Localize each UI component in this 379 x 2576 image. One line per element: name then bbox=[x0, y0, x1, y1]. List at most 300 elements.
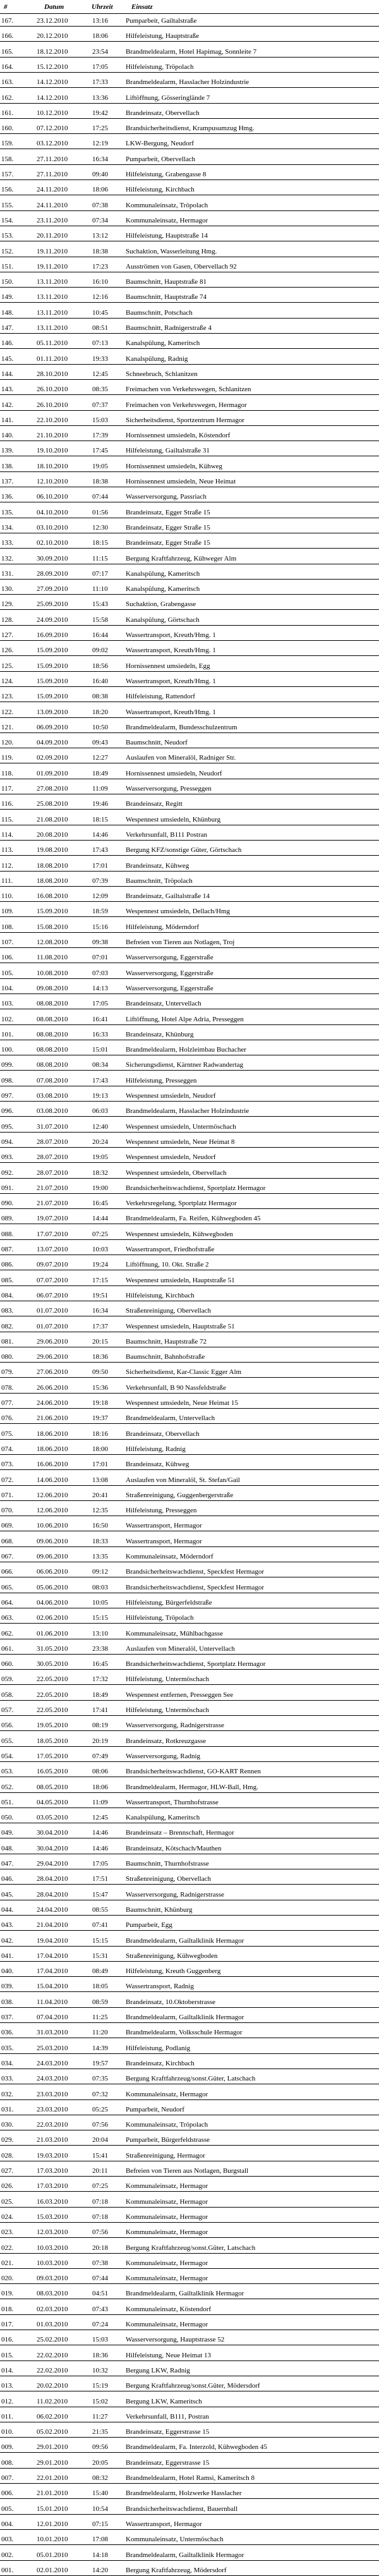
table-row bbox=[0, 91, 379, 104]
row-operation: Baumschnitt, Thurnhofstrasse bbox=[126, 1860, 209, 1868]
row-number: 075. bbox=[1, 1430, 14, 1438]
row-operation: Wespennest umsiedeln, Hauptstraße 51 bbox=[126, 1276, 235, 1284]
row-time: 14:46 bbox=[92, 1829, 109, 1837]
row-number: 013. bbox=[1, 2382, 14, 2390]
table-row bbox=[0, 2348, 379, 2361]
row-number: 050. bbox=[1, 1814, 14, 1822]
row-number: 038. bbox=[1, 1998, 14, 2006]
row-operation: Kommunaleinsatz, Hermagor bbox=[126, 2275, 208, 2283]
row-operation: Brandeinsatz, Egger Straße 15 bbox=[126, 523, 210, 532]
row-operation: Brandmeldealarm, Volksschule Hermagor bbox=[126, 2029, 243, 2037]
row-date: 24.04.2010 bbox=[37, 1905, 68, 1914]
row-time: 15:47 bbox=[92, 1890, 109, 1899]
row-date: 12.03.2010 bbox=[37, 2228, 68, 2237]
table-row bbox=[0, 245, 379, 257]
row-date: 21.03.2010 bbox=[37, 2136, 68, 2144]
row-operation: Wespennest umsiedeln, Obervellach bbox=[126, 1169, 227, 1177]
row-date: 24.06.2010 bbox=[37, 1399, 68, 1407]
row-number: 026. bbox=[1, 2182, 14, 2190]
row-operation: Hilfeleistung, Gailtalstraße 31 bbox=[126, 447, 210, 455]
row-operation: Kanalspülung, Kameritsch bbox=[126, 585, 200, 593]
row-operation: Brandeinsatz, Gailtalstraße 14 bbox=[126, 892, 210, 901]
row-time: 09:56 bbox=[92, 2443, 109, 2451]
row-number: 055. bbox=[1, 1737, 14, 1745]
row-time: 15:15 bbox=[92, 1936, 109, 1945]
row-number: 006. bbox=[1, 2489, 14, 2498]
table-row bbox=[0, 552, 379, 564]
row-time: 12:27 bbox=[92, 754, 109, 762]
table-row bbox=[0, 506, 379, 518]
row-time: 17:39 bbox=[92, 432, 109, 440]
row-operation: Brandmeldealarm, Fa. Interzold, Kühwegboden 45 bbox=[126, 2443, 267, 2451]
table-row bbox=[0, 214, 379, 226]
row-number: 088. bbox=[1, 1230, 14, 1238]
row-operation: Brandmeldealarm, Gailtalklinik Hermagor bbox=[126, 2290, 244, 2298]
table-row bbox=[0, 75, 379, 88]
row-date: 15.03.2010 bbox=[37, 2213, 68, 2221]
row-operation: Verkehrsunfall, B111 Postran bbox=[126, 830, 208, 839]
row-operation: Freimachen von Verkehrswegen, Schlanitzen bbox=[126, 386, 251, 394]
row-operation: Wasserversorgung, Hauptstrasse 52 bbox=[126, 2336, 225, 2344]
row-time: 16:34 bbox=[92, 1307, 109, 1315]
row-date: 19.03.2010 bbox=[37, 2151, 68, 2160]
row-number: 122. bbox=[1, 708, 14, 716]
table-row bbox=[0, 536, 379, 549]
table-row bbox=[0, 951, 379, 963]
table-row bbox=[0, 1826, 379, 1838]
row-time: 15:31 bbox=[92, 1952, 109, 1960]
row-time: 15:01 bbox=[92, 1046, 109, 1054]
row-time: 08:19 bbox=[92, 1722, 109, 1730]
row-time: 04:51 bbox=[92, 2290, 109, 2298]
table-row bbox=[0, 1074, 379, 1086]
table-row bbox=[0, 2210, 379, 2223]
table-row bbox=[0, 1857, 379, 1869]
row-time: 16:34 bbox=[92, 155, 109, 163]
row-number: 162. bbox=[1, 94, 14, 102]
table-row bbox=[0, 275, 379, 288]
row-operation: Wespennest umsiedeln, Kühwegboden bbox=[126, 1230, 233, 1238]
row-time: 15:43 bbox=[92, 600, 109, 609]
row-date: 20.08.2010 bbox=[37, 830, 68, 839]
table-row bbox=[0, 229, 379, 241]
table-row bbox=[0, 813, 379, 825]
table-row bbox=[0, 1457, 379, 1470]
table-row bbox=[0, 14, 379, 27]
row-number: 109. bbox=[1, 908, 14, 916]
row-date: 24.03.2010 bbox=[37, 2075, 68, 2083]
row-operation: Auslaufen von Mineralöl, St. Stefan/Gail bbox=[126, 1476, 240, 1484]
row-operation: Hilfeleistung, Tröpolach bbox=[126, 1614, 194, 1622]
row-date: 20.02.2010 bbox=[37, 2382, 68, 2390]
row-number: 159. bbox=[1, 140, 14, 148]
row-number: 052. bbox=[1, 1783, 14, 1791]
row-operation: Hilfeleistung, Radnig bbox=[126, 1445, 186, 1453]
row-number: 061. bbox=[1, 1644, 14, 1653]
row-date: 14.12.2010 bbox=[37, 94, 68, 102]
table-row bbox=[0, 444, 379, 456]
row-operation: Bergung LKW, Radnig bbox=[126, 2366, 190, 2374]
row-number: 160. bbox=[1, 125, 14, 133]
row-number: 103. bbox=[1, 1000, 14, 1008]
table-row bbox=[0, 1765, 379, 1777]
row-date: 13.11.2010 bbox=[37, 293, 68, 301]
row-time: 17:32 bbox=[92, 1675, 109, 1684]
row-time: 12:45 bbox=[92, 370, 109, 378]
table-row bbox=[0, 29, 379, 42]
row-time: 07:38 bbox=[92, 2259, 109, 2267]
row-time: 08:06 bbox=[92, 1768, 109, 1776]
row-number: 029. bbox=[1, 2136, 14, 2144]
row-date: 21.04.2010 bbox=[37, 1921, 68, 1929]
table-row bbox=[0, 981, 379, 994]
table-row bbox=[0, 60, 379, 73]
row-time: 11:09 bbox=[92, 785, 108, 793]
table-row bbox=[0, 1627, 379, 1639]
row-date: 20.12.2010 bbox=[37, 32, 68, 40]
table-row bbox=[0, 1718, 379, 1731]
table-row bbox=[0, 782, 379, 794]
row-date: 02.01.2010 bbox=[37, 2566, 68, 2574]
row-time: 16:33 bbox=[92, 1030, 109, 1038]
row-time: 08:55 bbox=[92, 1905, 109, 1914]
row-date: 30.04.2010 bbox=[37, 1844, 68, 1852]
row-time: 17:25 bbox=[92, 125, 109, 133]
row-time: 18:36 bbox=[92, 2351, 109, 2359]
table-row bbox=[0, 367, 379, 380]
row-number: 014. bbox=[1, 2366, 14, 2374]
row-operation: Kommunaleinsatz, Hermagor bbox=[126, 2321, 208, 2328]
row-time: 10:03 bbox=[92, 1246, 109, 1253]
row-date: 18.05.2010 bbox=[37, 1737, 68, 1745]
row-date: 20.11.2010 bbox=[37, 232, 68, 240]
row-operation: Brandeinsatz, Egger Straße 15 bbox=[126, 508, 210, 516]
row-time: 08:35 bbox=[92, 386, 109, 394]
row-operation: Suchaktion, Wasserleitung Hmg. bbox=[126, 247, 217, 255]
row-number: 137. bbox=[1, 478, 14, 485]
row-number: 082. bbox=[1, 1322, 14, 1330]
row-time: 17:23 bbox=[92, 262, 109, 270]
row-operation: Brandmeldealarm, Gailtalklinik Hermagor bbox=[126, 1936, 244, 1945]
row-date: 04.10.2010 bbox=[37, 508, 68, 516]
row-operation: Brandeinsatz, Kühweg bbox=[126, 861, 190, 870]
row-operation: Hilfeleistung, Rattendorf bbox=[126, 693, 195, 701]
row-operation: Pumparbeit, Egg bbox=[126, 1921, 172, 1929]
row-operation: Kommunaleinsatz, Untermöschach bbox=[126, 2536, 224, 2544]
row-number: 022. bbox=[1, 2244, 14, 2252]
row-date: 08.08.2010 bbox=[37, 1061, 68, 1069]
row-operation: Bergung Kraftfahrzeug/sonst.Güter, Latschach bbox=[126, 2244, 256, 2252]
row-time: 17:51 bbox=[92, 1875, 109, 1883]
row-time: 14:44 bbox=[92, 1215, 109, 1223]
table-row bbox=[0, 1289, 379, 1301]
table-row bbox=[0, 2026, 379, 2038]
row-time: 16:10 bbox=[92, 278, 109, 286]
row-date: 19.11.2010 bbox=[37, 262, 68, 270]
row-date: 28.07.2010 bbox=[37, 1153, 68, 1162]
row-operation: Wassertransport, Friedhofstraße bbox=[126, 1246, 215, 1253]
row-number: 041. bbox=[1, 1952, 14, 1960]
row-date: 13.09.2010 bbox=[37, 708, 68, 716]
row-date: 27.11.2010 bbox=[37, 171, 68, 178]
row-time: 19:18 bbox=[92, 1399, 109, 1407]
row-time: 20:04 bbox=[92, 2136, 109, 2144]
row-time: 10:54 bbox=[92, 2505, 109, 2513]
row-time: 08:51 bbox=[92, 324, 109, 332]
table-row bbox=[0, 398, 379, 411]
row-date: 07.07.2010 bbox=[37, 1276, 68, 1284]
row-time: 11:09 bbox=[92, 1798, 108, 1806]
table-row bbox=[0, 1842, 379, 1854]
table-row bbox=[0, 121, 379, 134]
row-time: 21:35 bbox=[92, 2428, 109, 2436]
table-row bbox=[0, 628, 379, 641]
row-date: 28.04.2010 bbox=[37, 1890, 68, 1899]
row-time: 07:56 bbox=[92, 2121, 109, 2129]
table-row bbox=[0, 1918, 379, 1931]
row-number: 032. bbox=[1, 2090, 14, 2098]
row-time: 17:37 bbox=[92, 1322, 109, 1330]
row-time: 07:25 bbox=[92, 2182, 109, 2190]
row-operation: Kommunaleinsatz, Hermagor bbox=[126, 2259, 208, 2267]
row-time: 17:45 bbox=[92, 447, 109, 455]
row-operation: Kanalspülung, Kameritsch bbox=[126, 569, 200, 578]
row-number: 054. bbox=[1, 1752, 14, 1760]
row-operation: Wasserversorgung, Radnigerstrasse bbox=[126, 1722, 224, 1730]
table-row bbox=[0, 643, 379, 656]
row-number: 005. bbox=[1, 2505, 14, 2513]
row-operation: Baumschnitt, Radnigerstraße 4 bbox=[126, 324, 212, 332]
row-number: 156. bbox=[1, 186, 14, 194]
row-time: 18:33 bbox=[92, 1537, 109, 1545]
row-date: 15.04.2010 bbox=[37, 1983, 68, 1991]
row-operation: Wespennest umsiedeln, Khünburg bbox=[126, 815, 221, 823]
row-time: 17:05 bbox=[92, 1000, 109, 1008]
row-date: 22.05.2010 bbox=[37, 1706, 68, 1714]
row-number: 126. bbox=[1, 647, 14, 655]
row-number: 027. bbox=[1, 2167, 14, 2175]
row-operation: Baumschnitt, Khünburg bbox=[126, 1905, 193, 1914]
row-time: 12:35 bbox=[92, 1507, 109, 1515]
row-date: 10.01.2010 bbox=[37, 2536, 68, 2544]
row-number: 031. bbox=[1, 2105, 14, 2113]
table-row bbox=[0, 475, 379, 487]
row-time: 17:05 bbox=[92, 1860, 109, 1868]
row-operation: Brandsicherheitswachdienst, Sportplatz Hermagor bbox=[126, 1660, 266, 1668]
row-operation: Brandeinsatz, 10.Oktoberstrasse bbox=[126, 1998, 216, 2006]
row-time: 18:06 bbox=[92, 1783, 109, 1791]
table-row bbox=[0, 2118, 379, 2130]
row-date: 31.05.2010 bbox=[37, 1644, 68, 1653]
row-time: 17:41 bbox=[92, 1706, 109, 1714]
table-row bbox=[0, 1565, 379, 1577]
row-time: 17:43 bbox=[92, 846, 109, 854]
row-operation: Brandmeldealarm, Hotel Hapimag, Sonnleite 7 bbox=[126, 47, 257, 56]
row-operation: Kommunaleinsatz, Hermagor bbox=[126, 2197, 208, 2206]
row-operation: Hilfeleistung, Hauptstraße bbox=[126, 32, 200, 40]
row-number: 086. bbox=[1, 1261, 14, 1269]
row-time: 14:20 bbox=[92, 2566, 109, 2574]
table-row bbox=[0, 352, 379, 365]
row-operation: Wasserversorgung, Presseggen bbox=[126, 785, 212, 793]
table-row bbox=[0, 1934, 379, 1947]
row-time: 15:16 bbox=[92, 923, 109, 931]
row-operation: Hilfeleistung, Tröpolach bbox=[126, 63, 194, 71]
table-row bbox=[0, 1427, 379, 1440]
row-number: 001. bbox=[1, 2566, 14, 2574]
table-row bbox=[0, 2010, 379, 2023]
row-time: 19:05 bbox=[92, 462, 109, 470]
row-number: 165. bbox=[1, 47, 14, 56]
row-date: 12.08.2010 bbox=[37, 939, 68, 946]
table-row bbox=[0, 2149, 379, 2161]
table-row bbox=[0, 1611, 379, 1624]
row-time: 15:40 bbox=[92, 2489, 109, 2498]
row-number: 144. bbox=[1, 370, 14, 378]
table-row bbox=[0, 1304, 379, 1316]
row-number: 123. bbox=[1, 693, 14, 701]
row-time: 12:30 bbox=[92, 523, 109, 532]
row-number: 039. bbox=[1, 1983, 14, 1991]
table-row bbox=[0, 1411, 379, 1424]
row-date: 08.03.2010 bbox=[37, 2290, 68, 2298]
row-date: 02.06.2010 bbox=[37, 1614, 68, 1622]
row-date: 13.11.2010 bbox=[37, 278, 68, 286]
row-date: 01.09.2010 bbox=[37, 769, 68, 777]
row-time: 10:32 bbox=[92, 2366, 109, 2374]
table-row bbox=[0, 45, 379, 58]
row-date: 28.04.2010 bbox=[37, 1875, 68, 1883]
row-operation: Brandmeldealarm, Hermagor, HLW-Ball, Hmg. bbox=[126, 1783, 258, 1791]
row-date: 12.06.2010 bbox=[37, 1507, 68, 1515]
row-time: 18:16 bbox=[92, 1430, 109, 1438]
row-operation: Straßenreinigung, Obervellach bbox=[126, 1875, 212, 1883]
row-time: 18:38 bbox=[92, 247, 109, 255]
row-number: 101. bbox=[1, 1030, 14, 1038]
table-row bbox=[0, 1028, 379, 1040]
table-row bbox=[0, 2256, 379, 2269]
row-number: 025. bbox=[1, 2197, 14, 2206]
row-time: 19:51 bbox=[92, 1291, 109, 1299]
row-date: 01.03.2010 bbox=[37, 2321, 68, 2328]
row-time: 19:33 bbox=[92, 355, 109, 363]
table-row bbox=[0, 904, 379, 917]
row-date: 23.11.2010 bbox=[37, 216, 68, 224]
table-row bbox=[0, 2440, 379, 2453]
row-operation: Wasserversorgung, Eggerstraße bbox=[126, 969, 214, 977]
row-date: 02.09.2010 bbox=[37, 754, 68, 762]
table-row bbox=[0, 1642, 379, 1655]
row-number: 167. bbox=[1, 17, 14, 25]
table-row bbox=[0, 2502, 379, 2515]
row-time: 14:18 bbox=[92, 2551, 109, 2559]
row-date: 17.03.2010 bbox=[37, 2182, 68, 2190]
row-number: 064. bbox=[1, 1598, 14, 1607]
row-time: 17:33 bbox=[92, 78, 109, 87]
row-time: 13:16 bbox=[92, 17, 109, 25]
table-row bbox=[0, 1089, 379, 1102]
row-time: 07:49 bbox=[92, 1752, 109, 1760]
row-number: 018. bbox=[1, 2305, 14, 2313]
row-operation: Hilfeleistung, Grabengasse 8 bbox=[126, 171, 207, 178]
row-date: 18.10.2010 bbox=[37, 462, 68, 470]
row-number: 066. bbox=[1, 1568, 14, 1576]
row-date: 11.04.2010 bbox=[37, 1998, 68, 2006]
row-date: 19.08.2010 bbox=[37, 846, 68, 854]
row-operation: Baumschnitt, Hauptstraße 81 bbox=[126, 278, 207, 286]
row-number: 034. bbox=[1, 2059, 14, 2067]
row-operation: Liftöffnung, 10. Okt. Straße 2 bbox=[126, 1261, 209, 1269]
table-row bbox=[0, 382, 379, 395]
row-date: 26.10.2010 bbox=[37, 386, 68, 394]
table-row bbox=[0, 1734, 379, 1747]
row-operation: Brandeinsatz, Obervellach bbox=[126, 1430, 200, 1438]
header-number: # bbox=[4, 3, 8, 11]
row-date: 27.08.2010 bbox=[37, 785, 68, 793]
row-number: 147. bbox=[1, 324, 14, 332]
row-number: 048. bbox=[1, 1844, 14, 1852]
row-date: 24.11.2010 bbox=[37, 186, 68, 194]
row-time: 07:43 bbox=[92, 2305, 109, 2313]
row-time: 09:43 bbox=[92, 739, 109, 747]
row-operation: Wasserversorgung, Radnigerstrasse bbox=[126, 1890, 224, 1899]
row-number: 151. bbox=[1, 262, 14, 270]
row-date: 17.05.2010 bbox=[37, 1752, 68, 1760]
row-operation: Brandmeldealarm, Bundesschulzentrum bbox=[126, 723, 238, 731]
row-date: 31.07.2010 bbox=[37, 1122, 68, 1131]
row-time: 18:36 bbox=[92, 1353, 109, 1361]
row-date: 25.09.2010 bbox=[37, 600, 68, 609]
row-operation: Straßenreinigung, Obervellach bbox=[126, 1307, 212, 1315]
row-time: 08:34 bbox=[92, 1061, 109, 1069]
row-operation: Wassertransport, Kreuth/Hmg. 1 bbox=[126, 677, 216, 685]
row-operation: Kommunaleinsatz, Hermagor bbox=[126, 216, 208, 224]
row-time: 20:05 bbox=[92, 2458, 109, 2467]
row-number: 044. bbox=[1, 1905, 14, 1914]
row-number: 146. bbox=[1, 339, 14, 348]
table-row bbox=[0, 490, 379, 502]
row-number: 095. bbox=[1, 1122, 14, 1131]
row-date: 16.08.2010 bbox=[37, 892, 68, 901]
table-row bbox=[0, 920, 379, 933]
row-date: 03.12.2010 bbox=[37, 140, 68, 148]
row-number: 058. bbox=[1, 1691, 14, 1699]
row-operation: Pumparbeit, Gailtalstraße bbox=[126, 17, 197, 25]
row-number: 097. bbox=[1, 1092, 14, 1100]
table-row bbox=[0, 167, 379, 180]
table-row bbox=[0, 306, 379, 319]
row-number: 057. bbox=[1, 1706, 14, 1714]
table-row bbox=[0, 1703, 379, 1716]
row-date: 23.03.2010 bbox=[37, 2105, 68, 2113]
row-date: 18.08.2010 bbox=[37, 861, 68, 870]
row-date: 17.07.2010 bbox=[37, 1230, 68, 1238]
row-date: 08.08.2010 bbox=[37, 1046, 68, 1054]
row-number: 145. bbox=[1, 355, 14, 363]
row-date: 28.07.2010 bbox=[37, 1138, 68, 1146]
row-time: 07:25 bbox=[92, 1230, 109, 1238]
row-number: 069. bbox=[1, 1522, 14, 1530]
row-date: 05.06.2010 bbox=[37, 1583, 68, 1591]
row-number: 045. bbox=[1, 1890, 14, 1899]
row-number: 138. bbox=[1, 462, 14, 470]
row-number: 010. bbox=[1, 2428, 14, 2436]
row-number: 036. bbox=[1, 2029, 14, 2037]
row-time: 15:02 bbox=[92, 2397, 109, 2405]
table-row bbox=[0, 2532, 379, 2545]
row-date: 15.09.2010 bbox=[37, 647, 68, 655]
row-number: 132. bbox=[1, 554, 14, 562]
